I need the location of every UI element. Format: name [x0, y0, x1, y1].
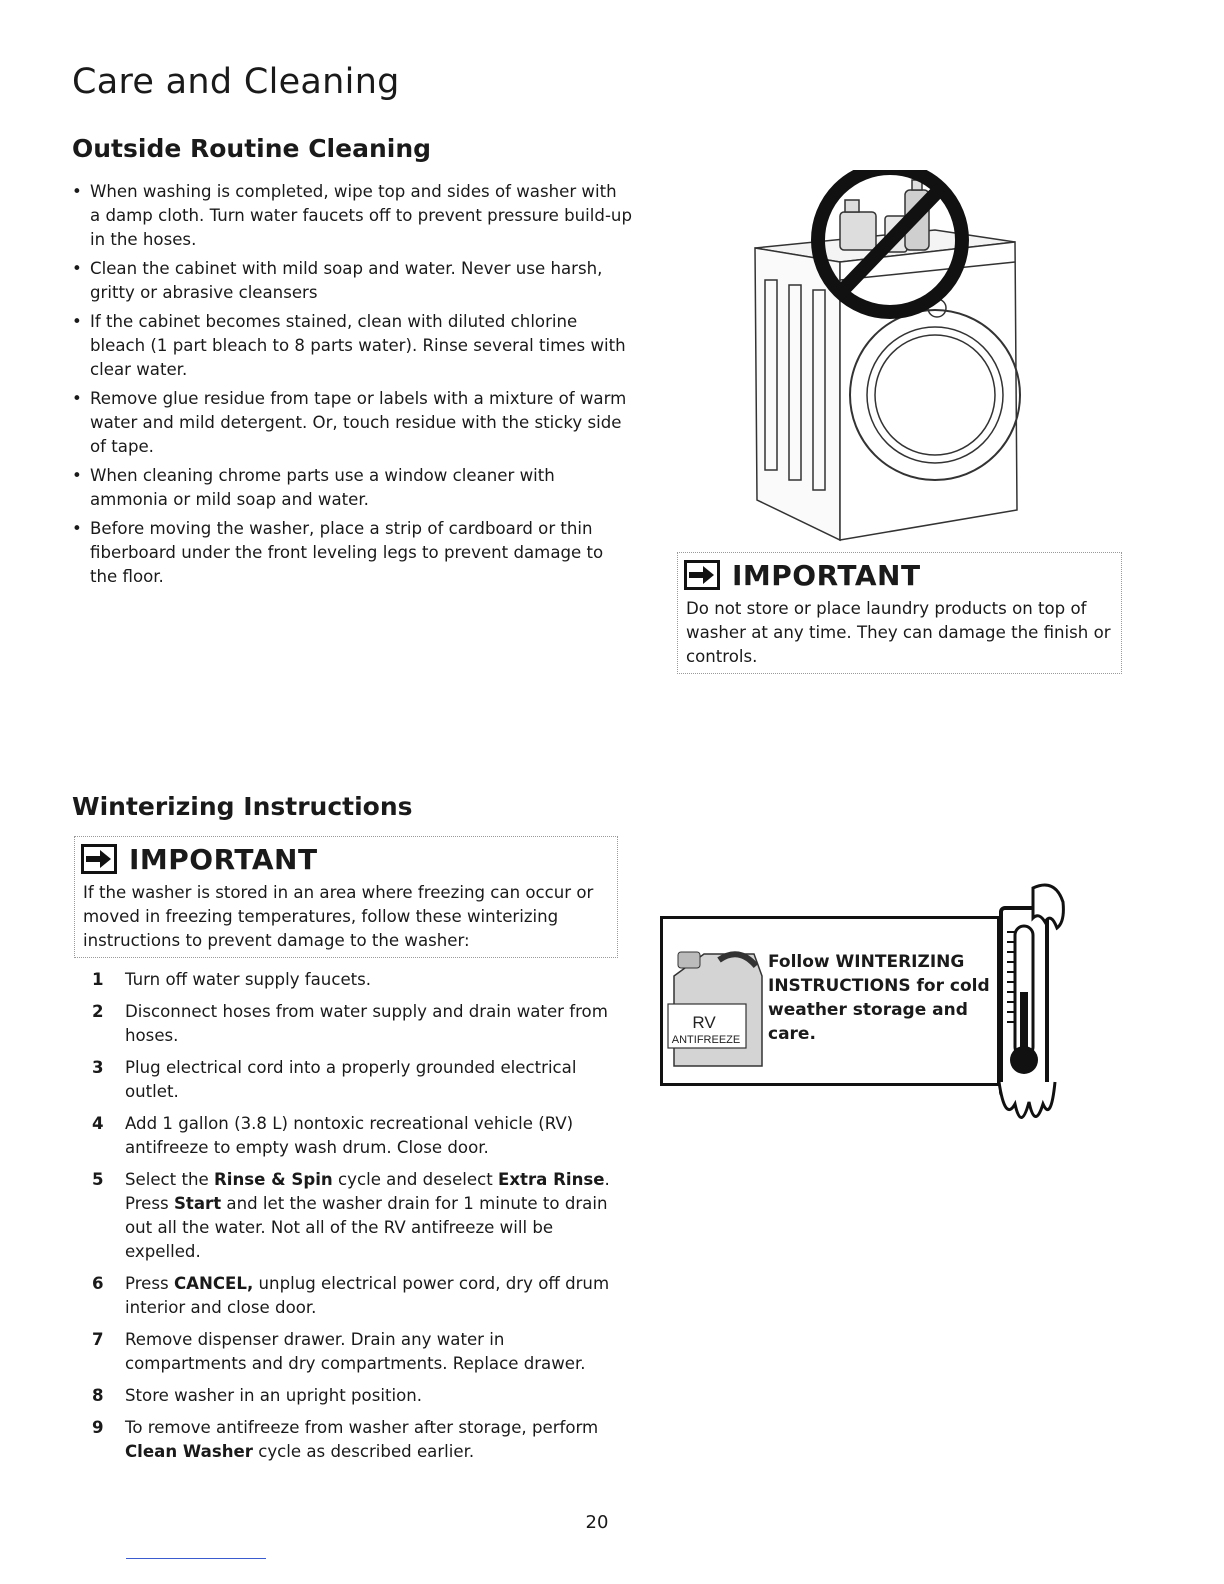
footer-link-line [126, 1558, 266, 1559]
step-emphasis: Extra Rinse [498, 1170, 605, 1189]
step-number: 7 [92, 1330, 104, 1349]
step-text-part: unplug electrical power cord, dry off drum interior and close door. [125, 1274, 610, 1317]
step-emphasis: Clean Washer [125, 1442, 253, 1461]
important-title: IMPORTANT [129, 842, 318, 876]
step-text-part: Press [125, 1274, 174, 1293]
arrow-right-icon [684, 560, 720, 590]
jug-label-rv: RV [692, 1013, 716, 1032]
step-number: 5 [92, 1170, 104, 1189]
step-text [125, 1056, 622, 1104]
step-number: 4 [92, 1114, 104, 1133]
step-text-part: Plug electrical cord into a properly grounded electrical outlet. [125, 1058, 577, 1101]
step-text [125, 1168, 622, 1264]
step-text-part: Turn off water supply faucets. [125, 970, 372, 989]
step-text-part: Remove dispenser drawer. Drain any water in compartments and dry compartments. Replace drawer. [125, 1330, 586, 1373]
step-number: 9 [92, 1418, 104, 1437]
list-item: • Remove glue residue from tape or labels with a mixture of warm water and mild detergent. Or, touch residue with the sticky side of tape. [72, 387, 632, 459]
list-item: • If the cabinet becomes stained, clean with diluted chlorine bleach (1 part bleach to 8 parts water). Rinse several times with clear water. [72, 310, 632, 382]
outside-cleaning-list [72, 180, 632, 594]
step-text [125, 1328, 622, 1376]
jug-label-antifreeze: ANTIFREEZE [671, 1034, 741, 1046]
step-text-part: cycle and deselect [332, 1170, 498, 1189]
step-number: 8 [92, 1386, 104, 1405]
page-number: 20 [585, 1512, 609, 1533]
step-item [92, 1328, 622, 1376]
winterizing-heading: Winterizing Instructions [72, 792, 413, 821]
step-text-part: Store washer in an upright position. [125, 1386, 423, 1405]
important-header [75, 837, 617, 881]
step-item [92, 968, 622, 992]
step-item [92, 1384, 622, 1408]
step-item [92, 1416, 622, 1464]
step-item [92, 1272, 622, 1320]
important-box-top [677, 552, 1122, 674]
winterizing-callout-text: Follow WINTERIZING INSTRUCTIONS for cold weather storage and care. [768, 952, 990, 1044]
step-number: 3 [92, 1058, 104, 1077]
step-text [125, 1000, 622, 1048]
antifreeze-jug-icon [664, 946, 768, 1074]
step-emphasis: Rinse & Spin [213, 1170, 333, 1189]
step-number: 1 [92, 970, 104, 989]
winterizing-steps [92, 968, 622, 1472]
important-text: Do not store or place laundry products on top of washer at any time. They can damage the finish or controls. [686, 599, 1111, 666]
step-text-part: . Press [125, 1170, 610, 1213]
step-number: 6 [92, 1274, 104, 1293]
step-number: 2 [92, 1002, 104, 1021]
list-item: • When cleaning chrome parts use a window cleaner with ammonia or mild soap and water. [72, 464, 632, 512]
step-text [125, 1272, 622, 1320]
list-item: • Clean the cabinet with mild soap and water. Never use harsh, gritty or abrasive cleansers [72, 257, 632, 305]
step-item [92, 1112, 622, 1160]
thermometer-icon [995, 882, 1075, 1142]
list-item: • When washing is completed, wipe top and sides of washer with a damp cloth. Turn water faucets off to prevent pressure build-up in the hoses. [72, 180, 632, 252]
important-header [678, 553, 1121, 597]
step-text-part: Select the [125, 1170, 214, 1189]
list-item: • Before moving the washer, place a strip of cardboard or thin fiberboard under the front leveling legs to prevent damage to the floor. [72, 517, 632, 589]
step-text [125, 968, 371, 992]
washer-no-products-illustration [745, 170, 1035, 550]
step-text [125, 1112, 622, 1160]
step-item [92, 1056, 622, 1104]
step-text-part: To remove antifreeze from washer after storage, perform [125, 1418, 599, 1437]
important-text: If the washer is stored in an area where freezing can occur or moved in freezing temperatures, follow these winterizing instructions to prevent damage to the washer: [83, 883, 594, 950]
step-emphasis: CANCEL, [173, 1274, 254, 1293]
important-title: IMPORTANT [732, 558, 921, 592]
step-text [125, 1416, 622, 1464]
page-title: Care and Cleaning [72, 62, 400, 102]
step-text-part: and let the washer drain for 1 minute to drain out all the water. Not all of the RV antifreeze will be expelled. [125, 1194, 608, 1261]
arrow-right-icon [81, 844, 117, 874]
outside-cleaning-heading: Outside Routine Cleaning [72, 134, 432, 163]
step-text-part: Add 1 gallon (3.8 L) nontoxic recreational vehicle (RV) antifreeze to empty wash drum. Close door. [125, 1114, 574, 1157]
important-box-winterizing [74, 836, 618, 958]
step-text [125, 1384, 422, 1408]
step-text-part: Disconnect hoses from water supply and drain water from hoses. [125, 1002, 608, 1045]
step-emphasis: Start [173, 1194, 222, 1213]
step-item [92, 1168, 622, 1264]
step-item [92, 1000, 622, 1048]
step-text-part: cycle as described earlier. [252, 1442, 475, 1461]
